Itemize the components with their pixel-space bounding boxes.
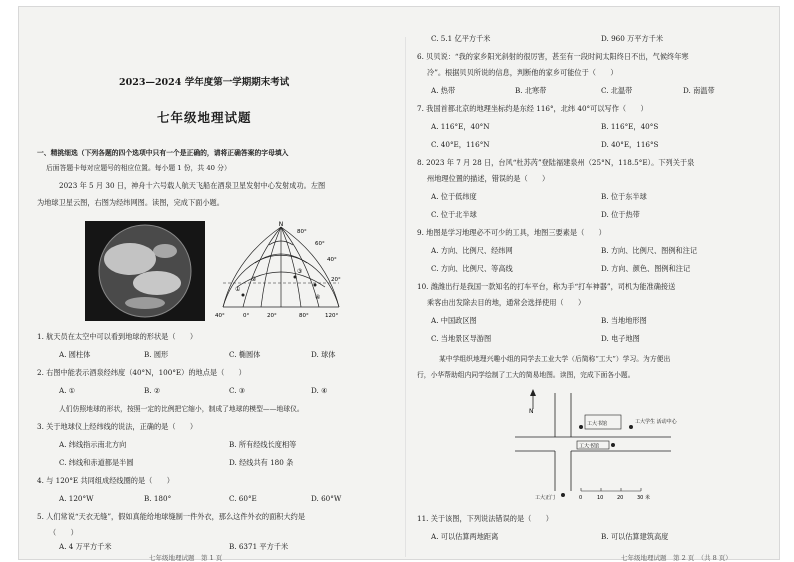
- globe-note: 人们仿照地球的形状，按照一定的比例把它缩小，制成了地球的模型——地球仪。: [59, 405, 304, 413]
- scale-0: 0: [579, 495, 583, 501]
- question-8-line2: 州地理位置的描述，错误的是（ ）: [427, 174, 550, 183]
- section1-heading: 一、精挑细选（下列各题的四个选项中只有一个是正确的，请将正确答案的字母填入: [37, 149, 289, 157]
- q8-option-a: A. 位于低纬度: [431, 192, 477, 201]
- map-student-center: 工大学生 活动中心: [635, 419, 677, 425]
- q9-option-d: D. 方向、颜色、图例和注记: [601, 264, 691, 273]
- footer-left: 七年级地理试题 第 1 页: [149, 554, 223, 562]
- q2-option-d: D. ④: [311, 386, 328, 395]
- q3-option-d: D. 经线共有 180 条: [229, 458, 294, 467]
- q7-option-a: A. 116°E，40°N: [431, 122, 490, 131]
- north-label: N: [278, 221, 284, 228]
- q10-option-c: C. 当地景区导游图: [431, 334, 492, 343]
- map-library: 工大书馆: [587, 421, 608, 427]
- question-7: 7. 我国首都北京的地理坐标约是东经 116°，北纬 40°可以写作（ ）: [417, 104, 648, 113]
- question-3: 3. 关于地球仪上经纬线的说法，正确的是（ ）: [37, 422, 198, 431]
- question-10-line2: 乘客由出发除去目的地，通常会选择使用（ ）: [427, 298, 586, 307]
- q10-option-a: A. 中国政区图: [431, 316, 477, 325]
- scale-20: 20: [617, 495, 624, 501]
- q6-option-d: D. 南温带: [683, 86, 715, 95]
- question-2: 2. 右图中能表示酒泉经纬度（40°N，100°E）的地点是（ ）: [37, 368, 246, 377]
- question-1: 1. 航天员在太空中可以看到地球的形状是（ ）: [37, 332, 198, 341]
- q11-option-b: B. 可以估算建筑高度: [601, 532, 669, 541]
- q9-option-c: C. 方向、比例尺、等高线: [431, 264, 513, 273]
- scale-30: 30 米: [637, 495, 650, 501]
- q3-option-a: A. 纬线指示南北方向: [59, 440, 127, 449]
- question-11: 11. 关于该图，下列说法错误的是（ ）: [417, 514, 553, 523]
- q2-option-c: C. ③: [229, 386, 246, 395]
- intro-line-2: 为地球卫星云图，右图为经纬网图。读图，完成下面小题。: [37, 198, 224, 207]
- q1-option-d: D. 球体: [311, 350, 336, 359]
- map-gate: 工大正门: [535, 495, 556, 501]
- question-4: 4. 与 120°E 共同组成经线圈的是（ ）: [37, 476, 174, 485]
- q9-option-a: A. 方向、比例尺、经纬网: [431, 246, 513, 255]
- marker-3: ③: [297, 268, 303, 275]
- q7-option-b: B. 116°E，40°S: [601, 122, 659, 131]
- marker-1: ①: [235, 286, 241, 293]
- lon-label-80: 80°: [299, 313, 309, 319]
- graticule-diagram: [215, 219, 345, 323]
- campus-note-line2: 行，小华帮助组内同学绘制了工大的简易地图。读图，完成下面各小题。: [417, 371, 635, 379]
- q8-option-d: D. 位于热带: [601, 210, 640, 219]
- q5-option-b: B. 6371 平方千米: [229, 542, 289, 551]
- q4-option-a: A. 120°W: [59, 494, 94, 503]
- q3-option-b: B. 所有经线长度相等: [229, 440, 297, 449]
- question-5: 5. 人们常说“天衣无缝”，假如真能给地球缝制一件外衣，那么这件外衣的面积大约是: [37, 512, 306, 521]
- q5-option-c: C. 5.1 亿平方千米: [431, 34, 491, 43]
- q7-option-c: C. 40°E，116°N: [431, 140, 490, 149]
- lon-label-120: 120°: [325, 313, 339, 319]
- lat-label-20: 20°: [331, 277, 341, 283]
- q6-option-c: C. 北温带: [601, 86, 633, 95]
- q1-option-b: B. 圆形: [144, 350, 169, 359]
- lon-label-40: 40°: [215, 313, 225, 319]
- footer-right: 七年级地理试题 第 2 页 （共 8 页）: [621, 554, 732, 562]
- q1-option-c: C. 椭圆体: [229, 350, 261, 359]
- question-6: 6. 贝贝说：“我的家乡阳光斜射的很厉害，甚至有一段时间太阳终日不出，气候终年寒: [417, 52, 689, 61]
- map-north-label: N: [529, 408, 534, 415]
- q4-option-b: B. 180°: [144, 494, 172, 503]
- marker-4: ④: [315, 294, 321, 301]
- q4-option-c: C. 60°E: [229, 494, 257, 503]
- q10-option-d: D. 电子地图: [601, 334, 640, 343]
- lon-label-20: 20°: [267, 313, 277, 319]
- intro-line-1: 2023 年 5 月 30 日，神舟十六号载人航天飞船在酒泉卫星发射中心发射成功。左图: [59, 181, 326, 190]
- campus-map: [511, 387, 681, 505]
- q5-option-d: D. 960 万平方千米: [601, 34, 664, 43]
- section1-heading-line2: 后面答题卡每对应题号的相应位置。每小题 1 份，共 40 分）: [46, 164, 231, 172]
- question-10: 10. 潍潍出行是我国一款知名的打车平台，称为手“打车神器”，司机为能准确接送: [417, 282, 676, 291]
- q4-option-d: D. 60°W: [311, 494, 342, 503]
- q8-option-b: B. 位于东半球: [601, 192, 647, 201]
- q9-option-b: B. 方向、比例尺、图例和注记: [601, 246, 698, 255]
- q8-option-c: C. 位于北半球: [431, 210, 477, 219]
- right-page: [411, 7, 779, 562]
- question-8: 8. 2023 年 7 月 28 日，台风“杜苏芮”登陆福建泉州（25°N，118.5°E）。下列关于泉: [417, 158, 695, 167]
- earth-satellite-image: [85, 221, 205, 321]
- q3-option-c: C. 纬线和赤道都是半圆: [59, 458, 134, 467]
- campus-note: 某中学组织地理兴趣小组的同学去工业大学（后简称“工大”）学习。为方便出: [439, 355, 671, 363]
- lon-label-0: 0°: [243, 313, 250, 319]
- question-6-line2: 冷”。根据贝贝所说的信息，判断他的家乡可能位于（ ）: [427, 68, 618, 77]
- left-page: [19, 7, 399, 562]
- exam-sheet: [18, 6, 780, 560]
- q6-option-b: B. 北寒带: [515, 86, 547, 95]
- q2-option-b: B. ②: [144, 386, 161, 395]
- scale-10: 10: [597, 495, 604, 501]
- map-book-hall: 工大书馆: [579, 443, 600, 450]
- exam-subject-title: 七年级地理试题: [157, 110, 252, 125]
- page-divider: [405, 37, 406, 557]
- q7-option-d: D. 40°E，116°S: [601, 140, 659, 149]
- q6-option-a: A. 热带: [431, 86, 456, 95]
- lat-label-60: 60°: [315, 241, 325, 247]
- q2-option-a: A. ①: [59, 386, 76, 395]
- question-9: 9. 地图是学习地理必不可少的工具，地图三要素是（ ）: [417, 228, 606, 237]
- q1-option-a: A. 圆柱体: [59, 350, 91, 359]
- exam-year-title: 2023—2024 学年度第一学期期末考试: [119, 77, 290, 88]
- question-5-blank: （ ）: [49, 528, 78, 537]
- q11-option-a: A. 可以估算两地距离: [431, 532, 499, 541]
- q10-option-b: B. 当地地形图: [601, 316, 647, 325]
- marker-2: ②: [251, 276, 257, 283]
- lat-label-80: 80°: [297, 229, 307, 235]
- lat-label-40: 40°: [327, 257, 337, 263]
- q5-option-a: A. 4 万平方千米: [59, 542, 112, 551]
